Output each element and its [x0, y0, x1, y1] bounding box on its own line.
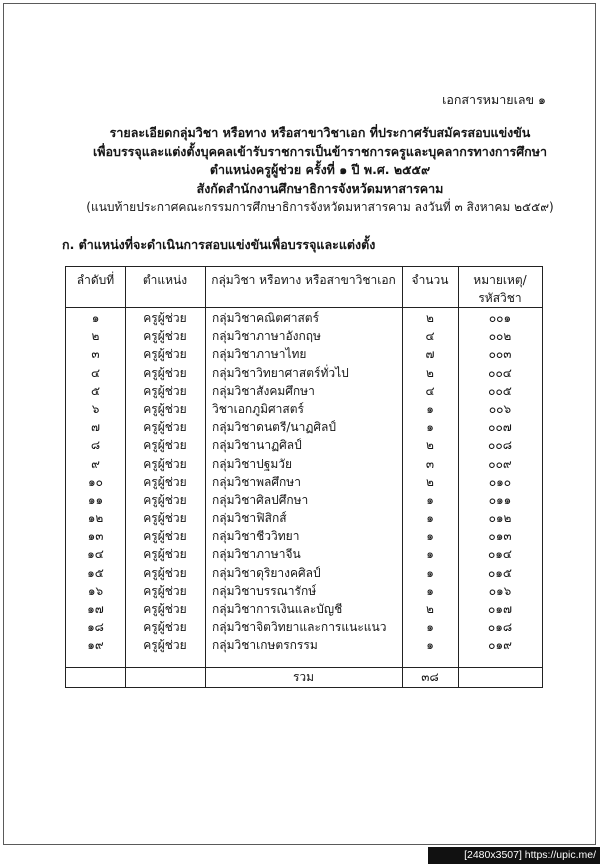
row-position: ครูผู้ช่วย — [143, 401, 187, 416]
row-code: ๐๑๗ — [488, 602, 512, 616]
table-body — [66, 309, 542, 655]
row-number: ๑๗ — [87, 602, 104, 616]
row-position: ครูผู้ช่วย — [143, 583, 187, 598]
row-number: ๑ — [91, 311, 100, 325]
row-subject: กลุ่มวิชาการเงินและบัญชี — [212, 602, 343, 616]
row-count: ๑ — [426, 547, 434, 562]
row-position: ครูผู้ช่วย — [143, 474, 187, 489]
total-empty-cell — [125, 668, 205, 687]
table-row — [66, 491, 542, 509]
row-subject: กลุ่มวิชาบรรณารักษ์ — [212, 583, 317, 598]
table-row — [66, 418, 542, 436]
row-number: ๓ — [91, 347, 100, 362]
row-count: ๑ — [426, 492, 434, 507]
row-subject: กลุ่มวิชาปฐมวัย — [212, 456, 293, 471]
row-code: ๐๐๕ — [488, 383, 512, 398]
row-code: ๐๑๑ — [488, 492, 512, 507]
header-number: ลำดับที่ — [76, 273, 115, 287]
table-row — [66, 527, 542, 545]
row-number: ๑๒ — [87, 511, 104, 526]
row-position: ครูผู้ช่วย — [143, 420, 187, 435]
row-number: ๑๙ — [87, 638, 104, 653]
row-subject: กลุ่มวิชาสังคมศึกษา — [212, 383, 315, 398]
row-position: ครูผู้ช่วย — [143, 511, 187, 526]
table-row — [66, 600, 542, 618]
row-position: ครูผู้ช่วย — [143, 547, 187, 562]
row-code: ๐๑๔ — [487, 547, 513, 562]
table-row — [66, 509, 542, 527]
row-subject: กลุ่มวิชาดุริยางคศิลป์ — [212, 565, 321, 580]
row-code: ๐๐๑ — [488, 311, 512, 325]
title-line: สังกัดสำนักงานศึกษาธิการจังหวัดมหาสารคาม — [196, 180, 444, 196]
row-position: ครูผู้ช่วย — [143, 492, 187, 507]
header-subject: กลุ่มวิชา หรือทาง หรือสาขาวิชาเอก — [211, 273, 396, 287]
row-count: ๑ — [426, 401, 434, 416]
row-count: ๒ — [426, 438, 434, 453]
row-code: ๐๐๗ — [488, 420, 512, 435]
row-subject: กลุ่มวิชานาฏศิลป์ — [212, 438, 302, 453]
row-number: ๕ — [90, 383, 101, 398]
table-row — [66, 618, 542, 636]
row-number: ๒ — [91, 329, 100, 344]
row-position: ครูผู้ช่วย — [143, 529, 187, 544]
title-line: รายละเอียดกลุ่มวิชา หรือทาง หรือสาขาวิชาเอก ที่ประกาศรับสมัครสอบแข่งขัน — [109, 125, 531, 140]
row-code: ๐๐๓ — [488, 347, 512, 362]
row-subject: กลุ่มวิชาภาษาอังกฤษ — [212, 329, 321, 344]
row-code: ๐๑๘ — [487, 620, 513, 635]
row-position: ครูผู้ช่วย — [143, 565, 187, 580]
row-code: ๐๐๘ — [488, 438, 512, 453]
title-line: ตำแหน่งครูผู้ช่วย ครั้งที่ ๑ ปี พ.ศ. ๒๕๕๙ — [209, 162, 431, 177]
row-number: ๑๔ — [87, 547, 104, 562]
document-title — [80, 124, 560, 217]
row-number: ๔ — [90, 365, 101, 380]
row-count: ๑ — [426, 420, 434, 435]
table-row — [66, 545, 542, 563]
row-position: ครูผู้ช่วย — [143, 602, 187, 616]
row-code: ๐๐๔ — [488, 365, 512, 380]
row-count: ๑ — [426, 620, 434, 635]
table-row — [66, 473, 542, 491]
table-row — [66, 327, 542, 345]
row-count: ๒ — [426, 474, 434, 489]
row-subject: กลุ่มวิชาเกษตรกรรม — [212, 638, 318, 653]
row-number: ๗ — [90, 420, 101, 435]
table-row — [66, 364, 542, 382]
total-empty-cell — [458, 668, 542, 687]
total-label: รวม — [292, 670, 315, 684]
row-position: ครูผู้ช่วย — [143, 638, 187, 653]
section-heading: ก. ตำแหน่งที่จะดำเนินการสอบแข่งขันเพื่อบรรจุและแต่งตั้ง — [62, 237, 376, 252]
row-count: ๒ — [426, 602, 434, 616]
table-row — [66, 636, 542, 654]
row-code: ๐๐๒ — [488, 329, 512, 344]
row-position: ครูผู้ช่วย — [143, 456, 187, 471]
row-number: ๑๘ — [87, 620, 104, 635]
row-code: ๐๐๖ — [488, 401, 512, 416]
row-count: ๒ — [426, 311, 434, 325]
title-line: เพื่อบรรจุและแต่งตั้งบุคคลเข้ารับราชการเป็นข้าราชการครูและบุคลากรทางการศึกษา — [93, 143, 547, 159]
header-position: ตำแหน่ง — [142, 273, 188, 287]
row-subject: กลุ่มวิชาพลศึกษา — [212, 474, 301, 489]
row-subject: กลุ่มวิชาฟิสิกส์ — [212, 511, 287, 526]
table-row — [66, 455, 542, 473]
row-position: ครูผู้ช่วย — [143, 365, 187, 380]
row-subject: กลุ่มวิชาคณิตศาสตร์ — [212, 311, 320, 325]
positions-table — [65, 266, 543, 688]
row-number: ๑๓ — [87, 529, 104, 544]
table-row — [66, 382, 542, 400]
row-position: ครูผู้ช่วย — [143, 438, 187, 453]
row-code: ๐๑๐ — [488, 474, 512, 489]
header-count: จำนวน — [411, 273, 449, 287]
upload-stamp: [2480x3507] https://upic.me/ — [428, 847, 600, 864]
header-remark: หมายเหตุ/ — [473, 273, 527, 287]
row-number: ๑๖ — [87, 583, 104, 598]
table-row — [66, 564, 542, 582]
document-number: เอกสารหมายเลข ๑ — [442, 92, 546, 107]
row-number: ๙ — [91, 456, 100, 471]
row-number: ๖ — [91, 401, 100, 416]
table-row — [66, 436, 542, 454]
row-number: ๘ — [90, 438, 101, 453]
row-subject: กลุ่มวิชาวิทยาศาสตร์ทั่วไป — [212, 365, 349, 380]
row-count: ๑ — [426, 583, 434, 598]
row-code: ๐๑๖ — [488, 583, 512, 598]
row-subject: กลุ่มวิชาภาษาไทย — [212, 347, 307, 362]
row-count: ๒ — [426, 365, 434, 380]
row-code: ๐๐๙ — [488, 456, 512, 471]
row-position: ครูผู้ช่วย — [143, 383, 187, 398]
row-subject: กลุ่มวิชาภาษาจีน — [212, 547, 301, 562]
row-code: ๐๑๓ — [488, 529, 512, 544]
row-count: ๓ — [425, 456, 435, 471]
total-count: ๓๘ — [421, 670, 439, 684]
row-number: ๑๐ — [88, 474, 103, 489]
row-subject: กลุ่มวิชาศิลปศึกษา — [212, 492, 309, 507]
row-position: ครูผู้ช่วย — [143, 347, 187, 362]
row-count: ๑ — [426, 638, 434, 653]
row-count: ๗ — [425, 347, 435, 362]
row-subject: กลุ่มวิชาชีววิทยา — [212, 529, 300, 544]
row-count: ๔ — [425, 329, 435, 344]
row-code: ๐๑๙ — [488, 638, 512, 653]
table-row — [66, 400, 542, 418]
row-subject: กลุ่มวิชาดนตรี/นาฏศิลป์ — [212, 420, 337, 435]
row-position: ครูผู้ช่วย — [143, 311, 187, 325]
row-position: ครูผู้ช่วย — [143, 620, 187, 635]
row-number: ๑๑ — [87, 492, 104, 507]
row-count: ๔ — [425, 383, 435, 398]
title-note: (แนบท้ายประกาศคณะกรรมการศึกษาธิการจังหวัดมหาสารคาม ลงวันที่ ๓ สิงหาคม ๒๕๕๙) — [86, 200, 554, 214]
header-code: รหัสวิชา — [478, 291, 522, 305]
table-total-row — [66, 668, 542, 687]
table-header — [66, 267, 542, 307]
row-number: ๑๕ — [87, 565, 104, 580]
row-subject: กลุ่มวิชาจิตวิทยาและการแนะแนว — [212, 620, 387, 635]
total-empty-cell — [66, 668, 125, 687]
row-code: ๐๑๒ — [488, 511, 512, 526]
table-row — [66, 582, 542, 600]
row-subject: วิชาเอกภูมิศาสตร์ — [212, 401, 304, 416]
table-row — [66, 309, 542, 327]
header-divider — [66, 307, 542, 308]
row-count: ๑ — [426, 565, 434, 580]
row-position: ครูผู้ช่วย — [143, 329, 187, 344]
row-count: ๑ — [426, 529, 434, 544]
table-row — [66, 345, 542, 363]
row-count: ๑ — [426, 511, 434, 526]
header-remark-code — [458, 271, 542, 307]
row-code: ๐๑๕ — [487, 565, 513, 580]
